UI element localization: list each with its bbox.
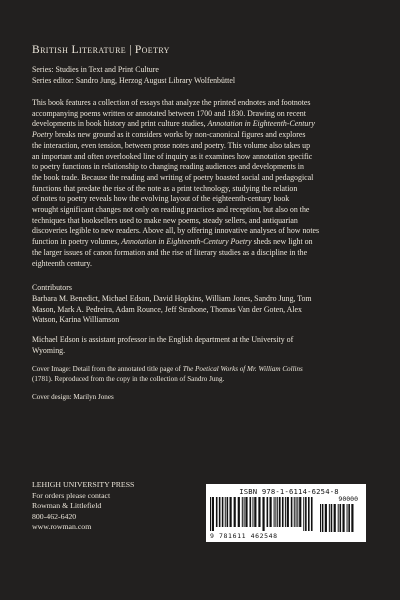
barcode-bar	[210, 497, 211, 531]
barcode-bar	[267, 497, 269, 527]
isbn-barcode	[206, 484, 366, 542]
barcode-bar	[282, 497, 284, 527]
barcode-bar	[311, 497, 313, 531]
title-italic: Annotation in Eighteenth-Century Poetry	[121, 237, 252, 247]
description-line	[32, 216, 372, 227]
contributors-heading: Contributors	[32, 283, 72, 293]
category-literature: British Literature	[32, 44, 127, 56]
price-barcode-bars	[320, 504, 356, 532]
barcode-bar	[329, 504, 330, 532]
cover-design-credit: Cover design: Marilyn Jones	[32, 392, 114, 401]
barcode-bar	[308, 497, 310, 531]
barcode-bar	[296, 497, 297, 527]
ean-barcode-bars	[210, 497, 314, 531]
text-run: the larger issues of canon formation and the rise of literary studies as a discipline in the	[32, 247, 308, 257]
description-line	[32, 141, 372, 152]
text-run: of notes to poetry reveals how the evolving layout of the eighteenth-century book	[32, 194, 290, 204]
barcode-bar	[322, 504, 324, 532]
barcode-bar	[334, 504, 336, 532]
series-editor: Series editor: Sandro Jung, Herzog August Library Wolfenbüttel	[32, 75, 236, 85]
barcode-digits: 9 781611 462548	[210, 532, 278, 540]
description-line	[32, 237, 372, 248]
barcode-bar	[285, 497, 286, 527]
description-line	[32, 184, 372, 195]
text-run: breaks new ground as it considers works by non-canonical figures and explores	[53, 130, 306, 140]
barcode-bar	[277, 497, 278, 527]
barcode-bar	[275, 497, 276, 527]
text-run: discoveries legible to new readers. Above all, by offering innovative analyses of how notes	[32, 226, 320, 236]
barcode-bar	[351, 504, 353, 532]
barcode-bar	[305, 497, 307, 531]
title-italic: Annotation in Eighteenth-Century	[207, 119, 315, 129]
barcode-bar	[225, 497, 226, 527]
barcode-bar	[262, 497, 264, 531]
description-line	[32, 109, 372, 120]
barcode-bar	[245, 497, 247, 527]
barcode-bar	[250, 497, 252, 527]
barcode-bar	[238, 497, 240, 527]
text-run: techniques that booksellers used to make new poems, steady sellers, and antiquarian	[32, 215, 298, 225]
barcode-bar	[347, 504, 348, 532]
text-run: accompanying poems written or annotated between 1700 and 1830. Drawing on recent	[32, 108, 306, 118]
barcode-bar	[287, 497, 289, 527]
phone-number: 800-462-6420	[32, 511, 77, 521]
credit-line	[32, 365, 372, 375]
isbn-text: ISBN 978-1-6114-6254-8	[239, 487, 339, 496]
price-code: 90000	[338, 495, 358, 503]
barcode-bar	[222, 497, 224, 527]
bio-line: Wyoming.	[32, 345, 66, 355]
contributors-line: Mason, Mark A. Pedreira, Adam Rounce, Jeff Strabone, Thomas Van der Goten, Alex	[32, 304, 302, 314]
contributors-line: Barbara M. Benedict, Michael Edson, David Hopkins, William Jones, Sandro Jung, Tom	[32, 293, 312, 303]
description-line	[32, 259, 372, 270]
barcode-bar	[340, 504, 342, 532]
text-run: wrought significant changes not only on reading practices and reception, but also on the	[32, 205, 310, 215]
text-run: Cover Image: Detail from the annotated title page of	[32, 365, 183, 374]
barcode-bar	[219, 497, 221, 527]
description-line	[32, 205, 372, 216]
barcode-bar	[242, 497, 243, 527]
text-run: sheds new light on	[251, 237, 313, 247]
contributors-list	[32, 294, 372, 326]
publisher-block	[32, 480, 134, 533]
barcode-bar	[320, 504, 321, 532]
barcode-bar	[291, 497, 293, 527]
barcode-bar	[303, 497, 304, 531]
text-run: function in poetry volumes,	[32, 237, 122, 247]
text-run: to poetry functions in relationship to changing reading audiences and developments in	[32, 162, 304, 172]
text-run: the book trade. Because the reading and writing of poetry boasted social and pedagogical	[32, 172, 314, 182]
description-line	[32, 162, 372, 173]
description-line	[32, 152, 372, 163]
editor-bio	[32, 335, 372, 356]
bio-line: Michael Edson is assistant professor in the English department at the University of	[32, 335, 294, 345]
description-line	[32, 194, 372, 205]
barcode-bar	[325, 504, 327, 532]
title-italic: The Poetical Works of Mr. William Collins	[182, 365, 303, 374]
barcode-bar	[216, 497, 218, 527]
barcode-bar	[270, 497, 272, 527]
barcode-bar	[348, 504, 350, 532]
text-run: eighteenth century.	[32, 258, 92, 268]
credit-line	[32, 375, 372, 385]
text-run: (1781). Reproduced from the copy in the collection of Sandro Jung.	[32, 375, 225, 384]
description-line	[32, 226, 372, 237]
text-run: an important and often overlooked line of inquiry as it examines how annotation specific	[32, 151, 313, 161]
text-run: developments in book history and print culture studies,	[32, 119, 208, 129]
barcode-bar	[254, 497, 256, 527]
description-line	[32, 130, 372, 141]
barcode-bar	[230, 497, 232, 527]
barcode-bar	[299, 497, 301, 527]
description-line	[32, 119, 372, 130]
barcode-bar	[252, 497, 253, 527]
distributor-name: Rowman & Littlefield	[32, 501, 102, 511]
barcode-bar	[234, 497, 236, 527]
barcode-bar	[294, 497, 295, 527]
orders-text: For orders please contact	[32, 490, 111, 500]
barcode-bar	[342, 504, 344, 532]
text-run: This book features a collection of essays that analyze the printed endnotes and footnotes	[32, 98, 311, 107]
category-separator: |	[129, 44, 132, 56]
barcode-bar	[279, 497, 281, 527]
title-italic: Poetry	[32, 130, 54, 140]
barcode-bar	[244, 497, 245, 527]
category-heading	[32, 44, 372, 56]
text-run: the interaction, even tension, between prose notes and poetry. This volume also takes up	[32, 140, 311, 150]
description-line	[32, 173, 372, 184]
series-name: Series: Studies in Text and Print Culture	[32, 65, 159, 74]
barcode-bar	[212, 497, 214, 531]
barcode-bar	[274, 497, 275, 527]
barcode-bar	[331, 504, 333, 532]
publisher-name: LEHIGH UNIVERSITY PRESS	[32, 480, 135, 489]
cover-image-credit	[32, 365, 372, 384]
category-poetry: Poetry	[134, 44, 170, 56]
barcode-bar	[258, 497, 260, 527]
barcode-bar	[227, 497, 229, 527]
barcode-bar	[338, 504, 339, 532]
description-line	[32, 248, 372, 259]
barcode-bar	[297, 497, 298, 527]
website-url: www.rowman.com	[32, 522, 92, 532]
contributors-line: Watson, Karina Williamson	[32, 315, 120, 325]
text-run: functions that predate the rise of the note as a print technology, studying the relation	[32, 183, 298, 193]
description-line	[32, 98, 372, 109]
book-description	[32, 98, 372, 269]
